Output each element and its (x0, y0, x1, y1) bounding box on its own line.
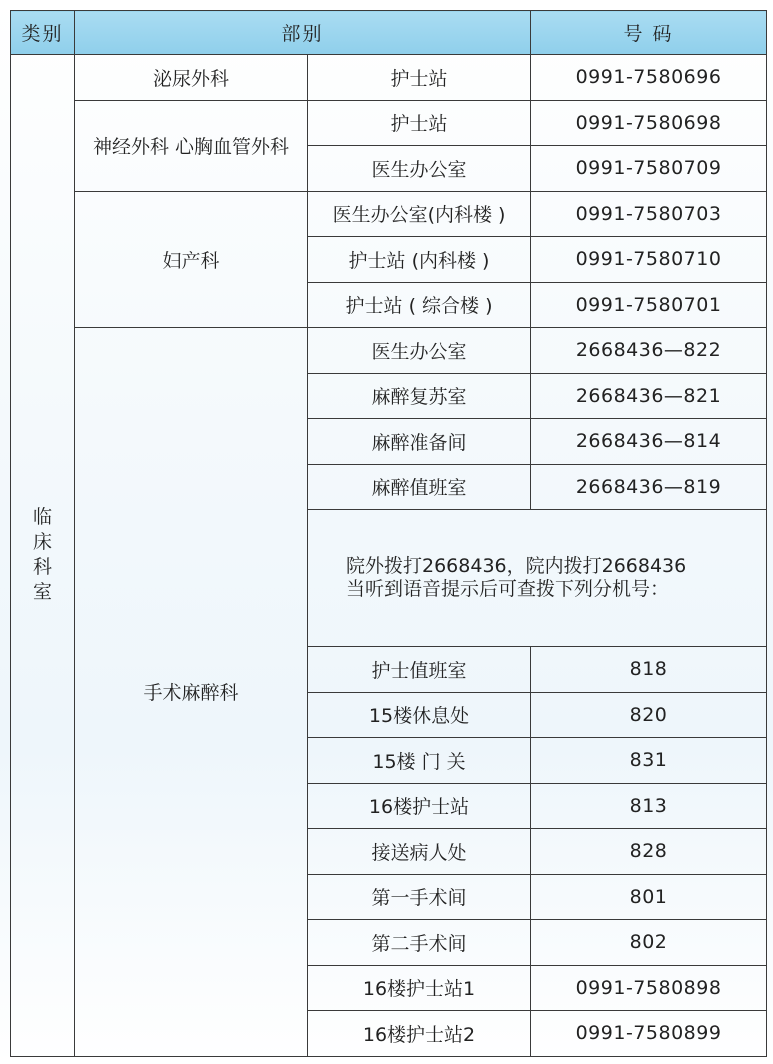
place-cell: 护士站 ( 综合楼 ) (308, 282, 531, 328)
place-cell: 麻醉准备间 (308, 419, 531, 465)
note-line: 当听到语音提示后可查拨下列分机号： (346, 578, 670, 600)
number-cell: 828 (531, 829, 767, 875)
place-cell: 麻醉复苏室 (308, 373, 531, 419)
number-cell: 802 (531, 920, 767, 966)
header-department: 部别 (75, 11, 531, 55)
number-cell: 0991-7580898 (531, 965, 767, 1011)
number-cell: 0991-7580899 (531, 1011, 767, 1057)
dept-obgyn: 妇产科 (75, 191, 308, 328)
number-cell: 813 (531, 783, 767, 829)
number-cell: 0991-7580710 (531, 237, 767, 283)
header-number: 号 码 (531, 11, 767, 55)
number-cell: 2668436—814 (531, 419, 767, 465)
place-cell: 第二手术间 (308, 920, 531, 966)
number-cell: 801 (531, 874, 767, 920)
dept-urology: 泌尿外科 (75, 55, 308, 101)
place-cell: 15楼 门 关 (308, 738, 531, 784)
category-char: 室 (32, 581, 52, 604)
category-char: 临 (32, 506, 52, 529)
place-cell: 16楼护士站1 (308, 965, 531, 1011)
place-cell: 麻醉值班室 (308, 464, 531, 510)
number-cell: 0991-7580709 (531, 146, 767, 192)
place-cell: 医生办公室(内科楼 ) (308, 191, 531, 237)
place-cell: 16楼护士站 (308, 783, 531, 829)
category-char: 科 (32, 556, 52, 579)
table-row (11, 55, 767, 101)
number-cell: 0991-7580696 (531, 55, 767, 101)
place-cell: 16楼护士站2 (308, 1011, 531, 1057)
header-category: 类别 (11, 11, 75, 55)
number-cell: 2668436—822 (531, 328, 767, 374)
number-cell: 2668436—821 (531, 373, 767, 419)
note-line: 院外拨打2668436，院内拨打2668436 (346, 555, 687, 577)
number-cell: 831 (531, 738, 767, 784)
number-cell: 0991-7580698 (531, 100, 767, 146)
dialing-note (308, 510, 767, 647)
number-cell: 818 (531, 647, 767, 693)
place-cell: 护士值班室 (308, 647, 531, 693)
place-cell: 接送病人处 (308, 829, 531, 875)
place-cell: 第一手术间 (308, 874, 531, 920)
dept-neuro-cardio: 神经外科 心胸血管外科 (75, 100, 308, 191)
category-char: 床 (32, 531, 52, 554)
table-row (11, 191, 767, 237)
place-cell: 护士站 (308, 100, 531, 146)
number-cell: 0991-7580701 (531, 282, 767, 328)
place-cell: 护士站 (内科楼 ) (308, 237, 531, 283)
table-row (11, 328, 767, 374)
phone-directory-table (10, 10, 767, 1057)
category-clinical (11, 55, 75, 1057)
header-row (11, 11, 767, 55)
number-cell: 2668436—819 (531, 464, 767, 510)
place-cell: 医生办公室 (308, 146, 531, 192)
place-cell: 护士站 (308, 55, 531, 101)
table-row (11, 100, 767, 146)
place-cell: 医生办公室 (308, 328, 531, 374)
number-cell: 0991-7580703 (531, 191, 767, 237)
place-cell: 15楼休息处 (308, 692, 531, 738)
dept-anesthesia: 手术麻醉科 (75, 328, 308, 1057)
number-cell: 820 (531, 692, 767, 738)
